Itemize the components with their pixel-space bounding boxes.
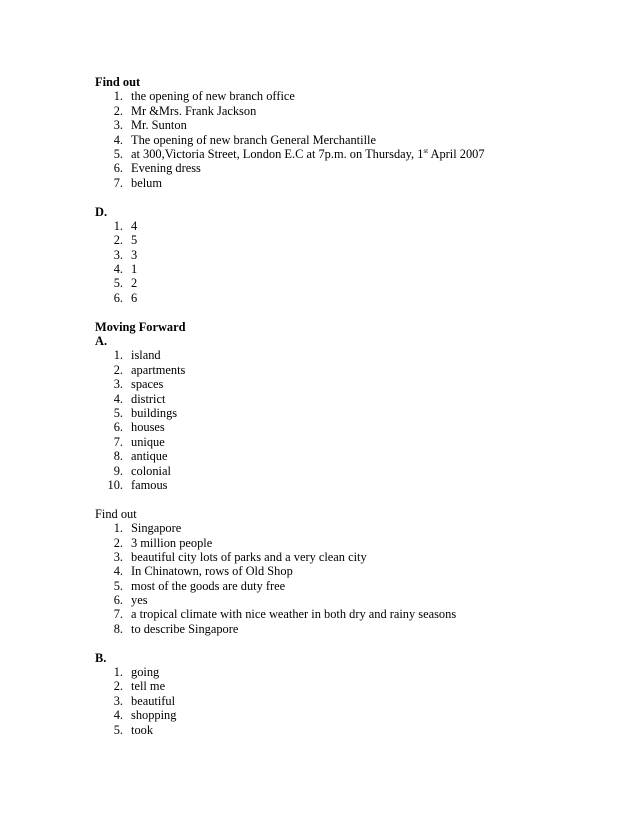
list-item: 6. houses — [113, 420, 165, 435]
list-item-text: to describe Singapore — [131, 621, 239, 636]
list-item: 8. to describe Singapore — [113, 621, 239, 636]
list-item: 6. 6 — [113, 290, 138, 305]
answer-list — [95, 665, 615, 737]
list-item: 5. 2 — [113, 276, 138, 291]
list-item-text: 4 — [131, 218, 138, 233]
list-item-text: The opening of new branch General Merchantille — [131, 132, 376, 147]
list-item: 4. The opening of new branch General Merchantille — [113, 132, 376, 147]
list-item: 1. Singapore — [113, 521, 182, 536]
list-item-text-suffix: April 2007 — [428, 146, 485, 161]
list-item-text: the opening of new branch office — [131, 89, 295, 104]
section-b — [95, 651, 615, 737]
list-item-text: 3 million people — [131, 535, 213, 550]
list-item: 8. antique — [113, 449, 168, 464]
section-heading: Moving Forward — [95, 319, 186, 334]
list-item: 9. colonial — [113, 463, 171, 478]
section-subheading: A. — [95, 334, 108, 349]
list-item: 3. beautiful — [113, 693, 176, 708]
list-item: 4. 1 — [113, 262, 138, 277]
list-item: 3. 3 — [113, 247, 138, 262]
list-item: 5. most of the goods are duty free — [113, 578, 286, 593]
list-item-text: tell me — [131, 679, 166, 694]
list-item-text: buildings — [131, 405, 178, 420]
list-item-text: 1 — [131, 262, 138, 277]
document-page — [95, 75, 615, 737]
list-item-text: colonial — [131, 463, 171, 478]
list-item-text: unique — [131, 434, 165, 449]
section-find-out-1 — [95, 75, 615, 190]
list-item-text: spaces — [131, 377, 164, 392]
list-item: 6. Evening dress — [113, 161, 201, 176]
list-item-text: 3 — [131, 247, 138, 262]
list-item-text: In Chinatown, rows of Old Shop — [131, 564, 293, 579]
spacer — [95, 190, 615, 204]
list-item-text: Evening dress — [131, 161, 201, 176]
list-item: 2. 5 — [113, 233, 138, 248]
list-item-text: belum — [131, 175, 162, 190]
section-heading: D. — [95, 204, 108, 219]
list-item: 1. the opening of new branch office — [113, 89, 295, 104]
section-moving-forward — [95, 320, 615, 493]
spacer — [95, 492, 615, 506]
list-item-text: houses — [131, 420, 165, 435]
list-item: 5. took — [113, 722, 154, 737]
answer-list — [95, 521, 615, 636]
list-item: 4. district — [113, 391, 166, 406]
list-item: 2. tell me — [113, 679, 166, 694]
list-item: 1. 4 — [113, 218, 138, 233]
section-heading: Find out — [95, 75, 141, 89]
list-item: 5. at 300,Victoria Street, London E.C at 7p.m. on Thursday, 1st April 2007 — [113, 146, 485, 161]
list-item-text: at 300,Victoria Street, London E.C at 7p.m. on Thursday, 1 — [131, 146, 424, 161]
list-item: 1. going — [113, 665, 160, 680]
list-item: 6. yes — [113, 593, 148, 608]
spacer — [95, 305, 615, 319]
list-item-text: famous — [131, 477, 168, 492]
answer-list — [95, 219, 615, 305]
answer-list — [95, 89, 615, 190]
list-item-text-group — [131, 147, 485, 161]
list-item-text: antique — [131, 449, 168, 464]
list-item-text: 6 — [131, 290, 138, 305]
ordinal-superscript: st — [423, 146, 429, 155]
spacer — [95, 636, 615, 650]
section-d — [95, 205, 615, 306]
list-item-text: shopping — [131, 708, 177, 723]
list-item: 7. belum — [113, 175, 162, 190]
list-item: 2. Mr &Mrs. Frank Jackson — [113, 103, 257, 118]
list-item-text: island — [131, 348, 161, 363]
list-item-text: took — [131, 722, 154, 737]
list-item-text: beautiful — [131, 693, 176, 708]
list-item-text: a tropical climate with nice weather in both dry and rainy seasons — [131, 607, 457, 622]
list-item-text: Singapore — [131, 521, 182, 536]
list-item-text: district — [131, 391, 166, 406]
answer-list — [95, 348, 615, 492]
list-item-text: Mr. Sunton — [131, 118, 187, 133]
list-item: 3. spaces — [113, 377, 164, 392]
list-item-text: 5 — [131, 233, 138, 248]
list-item-text: 2 — [131, 276, 138, 291]
list-item-text: going — [131, 665, 160, 680]
list-item-text: beautiful city lots of parks and a very clean city — [131, 549, 367, 564]
list-item-text: most of the goods are duty free — [131, 578, 286, 593]
list-item-text: yes — [131, 593, 148, 608]
list-item-text: apartments — [131, 362, 186, 377]
list-item: 2. 3 million people — [113, 535, 213, 550]
list-item: 7. unique — [113, 434, 165, 449]
section-heading: Find out — [95, 506, 137, 521]
list-item: 5. buildings — [113, 405, 178, 420]
list-item: 3. Mr. Sunton — [113, 118, 187, 133]
list-item: 10. famous — [107, 477, 168, 492]
list-item: 1. island — [113, 348, 161, 363]
list-item: 3. beautiful city lots of parks and a very clean city — [113, 549, 367, 564]
section-find-out-2 — [95, 507, 615, 637]
list-item: 2. apartments — [113, 362, 186, 377]
list-item: 4. shopping — [113, 708, 177, 723]
list-item: 7. a tropical climate with nice weather in both dry and rainy seasons — [113, 607, 457, 622]
list-item: 4. In Chinatown, rows of Old Shop — [113, 564, 293, 579]
list-item-text: Mr &Mrs. Frank Jackson — [131, 103, 257, 118]
section-heading: B. — [95, 650, 107, 665]
